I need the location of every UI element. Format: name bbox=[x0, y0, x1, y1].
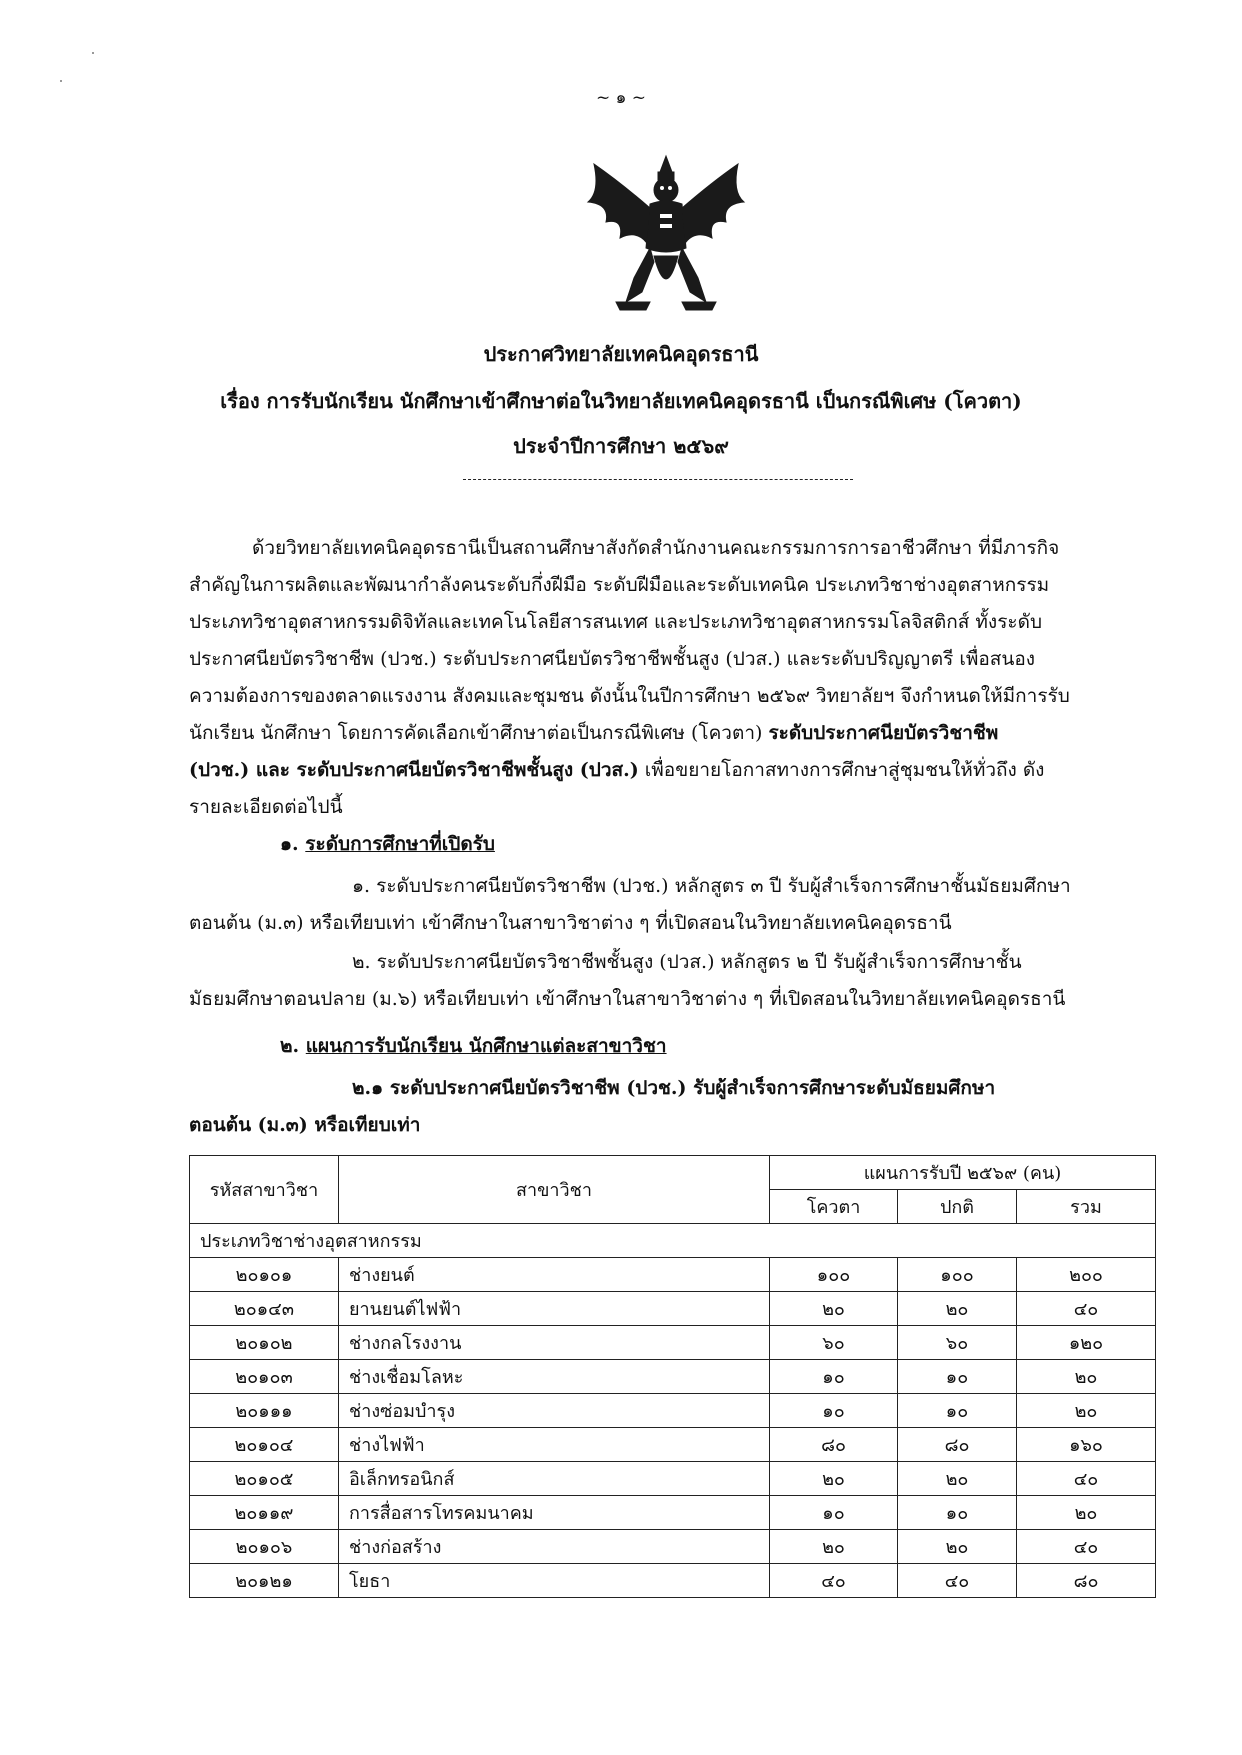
intro-line bbox=[189, 752, 1044, 788]
page-number: ~ ๑ ~ bbox=[595, 88, 647, 108]
row-code: ๒๐๑๐๓ bbox=[190, 1360, 339, 1394]
intro-line: ด้วยวิทยาลัยเทคนิคอุดรธานีเป็นสถานศึกษาสังกัดสำนักงานคณะกรรมการการอาชีวศึกษา ที่มีภารกิจ bbox=[252, 537, 1060, 559]
row-normal: ๒๐ bbox=[898, 1530, 1017, 1564]
quota-table bbox=[189, 1155, 1156, 1598]
section-1-item-1-cont: ตอนต้น (ม.๓) หรือเทียบเท่า เข้าศึกษาในสาขาวิชาต่าง ๆ ที่เปิดสอนในวิทยาลัยเทคนิคอุดรธานี bbox=[189, 912, 952, 934]
header-total: รวม bbox=[1017, 1190, 1156, 1224]
heading-line-1: ประกาศวิทยาลัยเทคนิคอุดรธานี bbox=[483, 342, 759, 366]
row-major: ช่างกลโรงงาน bbox=[339, 1326, 770, 1360]
row-total: ๒๐ bbox=[1017, 1496, 1156, 1530]
row-total: ๔๐ bbox=[1017, 1292, 1156, 1326]
row-normal: ๑๐๐ bbox=[898, 1258, 1017, 1292]
table-row bbox=[190, 1530, 1156, 1564]
intro-line bbox=[189, 715, 998, 751]
table-category-row bbox=[190, 1224, 1156, 1258]
row-total: ๑๖๐ bbox=[1017, 1428, 1156, 1462]
row-major: ช่างซ่อมบำรุง bbox=[339, 1394, 770, 1428]
header-normal: ปกติ bbox=[898, 1190, 1017, 1224]
header-major: สาขาวิชา bbox=[339, 1156, 770, 1224]
row-quota: ๑๐ bbox=[770, 1496, 898, 1530]
row-quota: ๘๐ bbox=[770, 1428, 898, 1462]
row-major: ยานยนต์ไฟฟ้า bbox=[339, 1292, 770, 1326]
section-2-title: แผนการรับนักเรียน นักศึกษาแต่ละสาขาวิชา bbox=[305, 1035, 667, 1057]
intro-text: นักเรียน นักศึกษา โดยการคัดเลือกเข้าศึกษาต่อเป็นกรณีพิเศษ (โควตา) bbox=[189, 722, 769, 744]
row-code: ๒๐๑๐๕ bbox=[190, 1462, 339, 1496]
row-quota: ๒๐ bbox=[770, 1530, 898, 1564]
row-quota: ๒๐ bbox=[770, 1462, 898, 1496]
row-code: ๒๐๑๐๒ bbox=[190, 1326, 339, 1360]
row-normal: ๒๐ bbox=[898, 1292, 1017, 1326]
row-normal: ๑๐ bbox=[898, 1360, 1017, 1394]
row-major: ช่างก่อสร้าง bbox=[339, 1530, 770, 1564]
table-row bbox=[190, 1292, 1156, 1326]
section-1-item-2: ๒. ระดับประกาศนียบัตรวิชาชีพชั้นสูง (ปวส.) หลักสูตร ๒ ปี รับผู้สำเร็จการศึกษาชั้น bbox=[352, 951, 1022, 973]
intro-line: ความต้องการของตลาดแรงงาน สังคมและชุมชน ดังนั้นในปีการศึกษา ๒๕๖๙ วิทยาลัยฯ จึงกำหนดให้มีการรับ bbox=[189, 685, 1070, 707]
row-quota: ๒๐ bbox=[770, 1292, 898, 1326]
row-total: ๒๐ bbox=[1017, 1360, 1156, 1394]
table-row bbox=[190, 1564, 1156, 1598]
intro-line: ประกาศนียบัตรวิชาชีพ (ปวช.) ระดับประกาศนียบัตรวิชาชีพชั้นสูง (ปวส.) และระดับปริญญาตรี เพื่อสนอง bbox=[189, 648, 1036, 670]
header-code: รหัสสาขาวิชา bbox=[190, 1156, 339, 1224]
row-major: ช่างเชื่อมโลหะ bbox=[339, 1360, 770, 1394]
row-quota: ๔๐ bbox=[770, 1564, 898, 1598]
section-1-title: ระดับการศึกษาที่เปิดรับ bbox=[305, 833, 495, 855]
table-row bbox=[190, 1394, 1156, 1428]
row-total: ๒๐๐ bbox=[1017, 1258, 1156, 1292]
table-row bbox=[190, 1360, 1156, 1394]
row-normal: ๘๐ bbox=[898, 1428, 1017, 1462]
category-label: ประเภทวิชาช่างอุตสาหกรรม bbox=[190, 1224, 1156, 1258]
section-1-item-2-cont: มัธยมศึกษาตอนปลาย (ม.๖) หรือเทียบเท่า เข้าศึกษาในสาขาวิชาต่าง ๆ ที่เปิดสอนในวิทยาลัยเทคนิคอุดรธานี bbox=[189, 988, 1066, 1010]
table-row bbox=[190, 1462, 1156, 1496]
scan-speck bbox=[92, 52, 94, 54]
table-row bbox=[190, 1496, 1156, 1530]
table-header-row bbox=[190, 1156, 1156, 1190]
table-row bbox=[190, 1428, 1156, 1462]
scan-speck bbox=[60, 80, 62, 82]
row-code: ๒๐๑๐๖ bbox=[190, 1530, 339, 1564]
row-normal: ๒๐ bbox=[898, 1462, 1017, 1496]
row-total: ๒๐ bbox=[1017, 1394, 1156, 1428]
garuda-emblem-icon bbox=[580, 152, 752, 312]
intro-line: รายละเอียดต่อไปนี้ bbox=[189, 796, 343, 818]
table-row bbox=[190, 1258, 1156, 1292]
section-1-item-1: ๑. ระดับประกาศนียบัตรวิชาชีพ (ปวช.) หลักสูตร ๓ ปี รับผู้สำเร็จการศึกษาชั้นมัธยมศึกษา bbox=[352, 875, 1071, 897]
section-1-heading bbox=[280, 826, 495, 862]
intro-line: ประเภทวิชาอุตสาหกรรมดิจิทัลและเทคโนโลยีสารสนเทศ และประเภทวิชาอุตสาหกรรมโลจิสติกส์ ทั้งระดับ bbox=[189, 611, 1043, 633]
section-1-number: ๑. bbox=[280, 833, 306, 855]
heading-line-2: เรื่อง การรับนักเรียน นักศึกษาเข้าศึกษาต่อในวิทยาลัยเทคนิคอุดรธานี เป็นกรณีพิเศษ (โควตา) bbox=[220, 389, 1022, 413]
header-plan: แผนการรับปี ๒๕๖๙ (คน) bbox=[770, 1156, 1156, 1190]
row-major: โยธา bbox=[339, 1564, 770, 1598]
row-code: ๒๐๑๑๙ bbox=[190, 1496, 339, 1530]
row-quota: ๑๐๐ bbox=[770, 1258, 898, 1292]
intro-line: สำคัญในการผลิตและพัฒนากำลังคนระดับกึ่งฝีมือ ระดับฝีมือและระดับเทคนิค ประเภทวิชาช่างอุตสาหกรรม bbox=[189, 574, 1050, 596]
row-normal: ๑๐ bbox=[898, 1394, 1017, 1428]
row-quota: ๑๐ bbox=[770, 1394, 898, 1428]
row-normal: ๑๐ bbox=[898, 1496, 1017, 1530]
heading-line-3: ประจำปีการศึกษา ๒๕๖๙ bbox=[513, 434, 729, 458]
section-2-number: ๒. bbox=[280, 1035, 306, 1057]
row-quota: ๖๐ bbox=[770, 1326, 898, 1360]
row-total: ๔๐ bbox=[1017, 1530, 1156, 1564]
section-2-sub-cont: ตอนต้น (ม.๓) หรือเทียบเท่า bbox=[189, 1114, 421, 1136]
row-code: ๒๐๑๐๔ bbox=[190, 1428, 339, 1462]
intro-emphasis: (ปวช.) และ ระดับประกาศนียบัตรวิชาชีพชั้นสูง (ปวส.) bbox=[189, 759, 639, 781]
row-total: ๘๐ bbox=[1017, 1564, 1156, 1598]
row-code: ๒๐๑๒๑ bbox=[190, 1564, 339, 1598]
intro-text: เพื่อขยายโอกาสทางการศึกษาสู่ชุมชนให้ทั่วถึง ดัง bbox=[638, 759, 1045, 781]
row-normal: ๔๐ bbox=[898, 1564, 1017, 1598]
row-code: ๒๐๑๐๑ bbox=[190, 1258, 339, 1292]
row-major: ช่างยนต์ bbox=[339, 1258, 770, 1292]
row-total: ๑๒๐ bbox=[1017, 1326, 1156, 1360]
row-major: อิเล็กทรอนิกส์ bbox=[339, 1462, 770, 1496]
section-2-heading bbox=[280, 1028, 667, 1064]
row-code: ๒๐๑๑๑ bbox=[190, 1394, 339, 1428]
row-quota: ๑๐ bbox=[770, 1360, 898, 1394]
table-row bbox=[190, 1326, 1156, 1360]
header-quota: โควตา bbox=[770, 1190, 898, 1224]
intro-emphasis: ระดับประกาศนียบัตรวิชาชีพ bbox=[768, 722, 999, 744]
row-code: ๒๐๑๔๓ bbox=[190, 1292, 339, 1326]
row-normal: ๖๐ bbox=[898, 1326, 1017, 1360]
row-total: ๔๐ bbox=[1017, 1462, 1156, 1496]
section-2-sub: ๒.๑ ระดับประกาศนียบัตรวิชาชีพ (ปวช.) รับผู้สำเร็จการศึกษาระดับมัธยมศึกษา bbox=[352, 1077, 996, 1099]
row-major: ช่างไฟฟ้า bbox=[339, 1428, 770, 1462]
heading-divider bbox=[463, 479, 853, 480]
row-major: การสื่อสารโทรคมนาคม bbox=[339, 1496, 770, 1530]
